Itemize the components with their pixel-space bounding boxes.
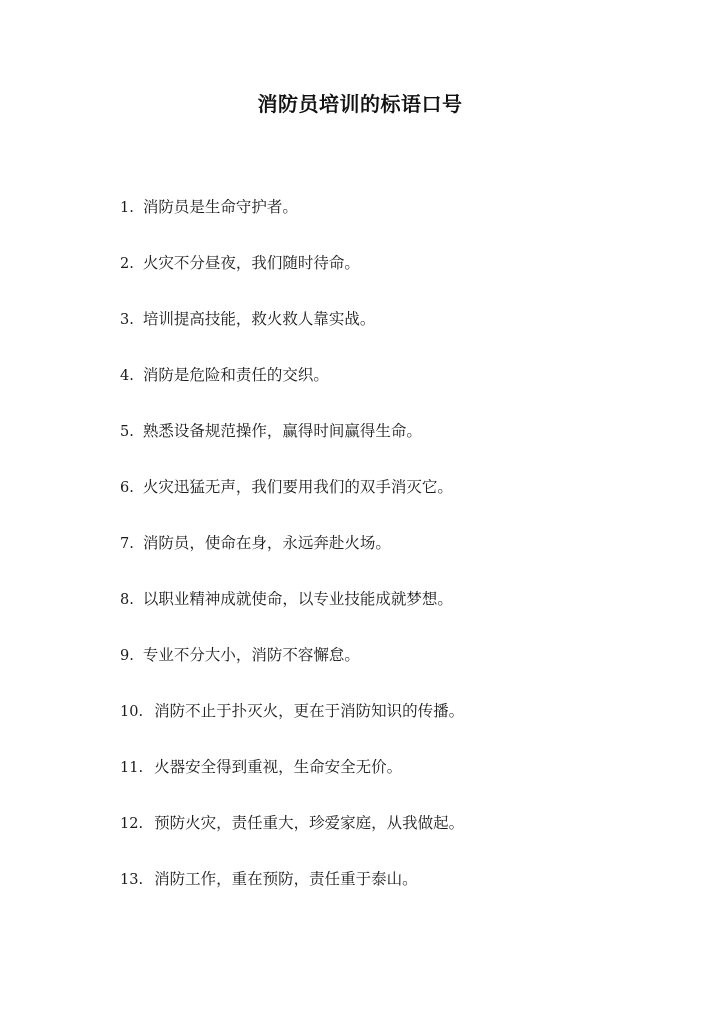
list-item [120,642,680,698]
item-text: 以职业精神成就使命，以专业技能成就梦想。 [142,590,453,608]
item-text: 火器安全得到重视，生命安全无价。 [154,758,403,776]
item-number: 1. [120,200,134,216]
item-number: 3. [120,312,134,328]
item-text: 消防不止于扑灭火，更在于消防知识的传播。 [154,702,465,720]
page-title: 消防员培训的标语口号 [257,92,463,116]
list-item [120,474,680,530]
item-text: 消防员，使命在身，永远奔赴火场。 [142,534,391,552]
item-number: 7. [120,536,134,552]
list-item [120,530,680,586]
item-text: 消防员是生命守护者。 [142,198,298,216]
item-text: 消防是危险和责任的交织。 [142,366,329,384]
item-number: 8. [120,592,134,608]
list-item [120,194,680,250]
item-number: 9. [120,648,134,664]
item-text: 消防工作，重在预防，责任重于泰山。 [154,870,418,888]
item-number: 5. [120,424,134,440]
list-item [120,418,680,474]
item-number: 12. [120,816,144,832]
list-item [120,250,680,306]
list-item [120,306,680,362]
list-item [120,866,680,922]
list-item [120,362,680,418]
item-number: 6. [120,480,134,496]
item-number: 13. [120,872,144,888]
slogan-list [120,194,680,922]
list-item [120,754,680,810]
item-text: 熟悉设备规范操作，赢得时间赢得生命。 [142,422,422,440]
list-item [120,810,680,866]
item-text: 预防火灾，责任重大，珍爱家庭，从我做起。 [154,814,465,832]
item-number: 2. [120,256,134,272]
item-text: 培训提高技能，救火救人靠实战。 [142,310,376,328]
item-text: 专业不分大小，消防不容懈怠。 [142,646,360,664]
item-number: 10. [120,704,144,720]
list-item [120,586,680,642]
item-number: 4. [120,368,134,384]
list-item [120,698,680,754]
item-text: 火灾迅猛无声，我们要用我们的双手消灭它。 [142,478,453,496]
item-number: 11. [120,760,144,776]
item-text: 火灾不分昼夜，我们随时待命。 [142,254,360,272]
